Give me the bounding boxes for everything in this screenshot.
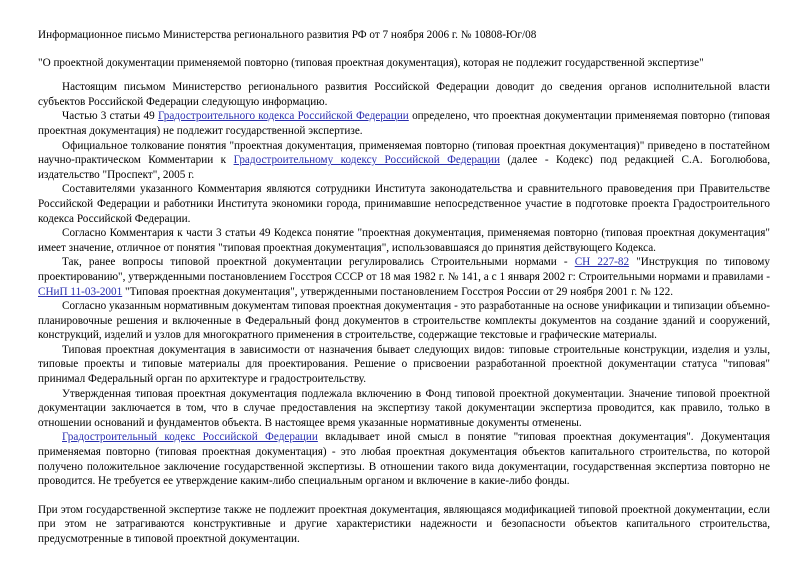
paragraph-6-text-a: Так, ранее вопросы типовой проектной документации регулировались Строительными нормами -: [62, 256, 575, 269]
paragraph-10: [38, 430, 770, 488]
paragraph-10-text-b: вкладывает иной смысл в понятие "типовая проектная документация". Документация применяемая повторно (типовая проектная документация) - это любая проектная документация объектов капитального строительства, по которой получено положительное заключение государственной экспертизы. В отношении такого вида документации, государственная экспертиза повторно не проводится. Не требуется ее утверждение каким-либо специальным органом и включение в какие-либо фонды.: [38, 431, 770, 488]
document: [38, 28, 770, 547]
paragraph-6: [38, 255, 770, 299]
link-snip-11-03-2001[interactable]: СНиП 11-03-2001: [38, 285, 123, 298]
document-subtitle: "О проектной документации применяемой повторно (типовая проектная документация), которая не подлежит государственной экспертизе": [38, 56, 704, 69]
paragraph-7: Согласно указанным нормативным документам типовая проектная документация - это разработанные на основе унификации и типизации объемно-планировочные решения и включенные в Федеральный фонд документов в строительстве комплекты документов на создание зданий и сооружений, конструкций, изделий и узлов для многократного применения в строительстве, содержащие текстовые и графические материалы.: [38, 300, 770, 342]
paragraph-2: [38, 109, 770, 138]
paragraph-9: Утвержденная типовая проектная документация подлежала включению в Фонд типовой проектной документации. Значение типовой проектной документации заключается в том, что в случае предоставления на экспертизу такой документации экспертиза проводится, как правило, только в отношении оснований и фундаментов объекта. В настоящее время указанные нормативные документы отменены.: [38, 387, 770, 429]
paragraph-6-text-c: "Типовая проектная документация", утвержденными постановлением Госстроя России от 29 ноября 2001 г. № 122.: [122, 285, 674, 298]
paragraph-11: При этом государственной экспертизе также не подлежит проектная документация, являющаяся модификацией типовой проектной документации, если при этом не затрагиваются конструктивные и другие характеристики надежности и безопасности объектов капитального строительства, предусмотренные в типовой проектной документации.: [38, 503, 770, 545]
paragraph-5: Согласно Комментария к части 3 статьи 49 Кодекса понятие "проектная документация, применяемая повторно (типовая проектная документация" имеет значение, отличное от понятия "типовая проектная документация", использовавшаяся до принятия действующего Кодекса.: [38, 227, 770, 254]
link-sn-227-82[interactable]: СН 227-82: [574, 256, 630, 269]
paragraph-2-text-b: определено, что проектная документации применяемая повторно (типовая проектная документация) не подлежит государственной экспертизе.: [38, 110, 770, 137]
paragraph-1: Настоящим письмом Министерство регионального развития Российской Федерации доводит до сведения органов исполнительной власти субъектов Российской Федерации следующую информацию.: [38, 81, 770, 108]
link-gradostroitelny-kodeks-3[interactable]: Градостроительный кодекс Российской Федерации: [62, 431, 318, 444]
link-gradostroitelny-kodeks-2[interactable]: Градостроительному кодексу Российской Федерации: [233, 154, 500, 167]
paragraph-2-text-a: Частью 3 статьи 49: [62, 110, 158, 123]
paragraph-4: Составителями указанного Комментария являются сотрудники Института законодательства и сравнительного правоведения при Правительстве Российской Федерации и работники Института экономики города, принимавшие непосредственное участие в подготовке проекта Градостроительного кодекса Российской Федерации.: [38, 183, 770, 225]
paragraph-8: Типовая проектная документация в зависимости от назначения бывает следующих видов: типовые строительные конструкции, изделия и узлы, типовые проекты и типовые материалы для проектирования. Решение о присвоении разработанной проектной документации статуса "типовая" принимал Федеральный орган по архитектуре и градостроительству.: [38, 343, 770, 386]
document-title: Информационное письмо Министерства регионального развития РФ от 7 ноября 2006 г. № 10808-Юг/08: [38, 29, 537, 41]
paragraph-3-text-b: (далее - Кодекс) под редакцией С.А. Боголюбова, издательство "Проспект", 2005 г.: [38, 154, 770, 181]
paragraph-3: [38, 139, 770, 183]
paragraph-3-text-a: Официальное толкование понятия "проектная документация, применяемая повторно (типовая проектная документация)" приведено в постатейном научно-практическом Комментарии к: [38, 139, 770, 167]
paragraph-6-text-b: "Инструкция по типовому проектированию", утвержденными постановлением Госстроя СССР от 18 мая 1982 г. № 141, а с 1 января 2002 г: Строительными нормами и правилами -: [38, 256, 770, 283]
link-gradostroitelny-kodeks-1[interactable]: Градостроительного кодекса Российской Федерации: [157, 110, 409, 123]
